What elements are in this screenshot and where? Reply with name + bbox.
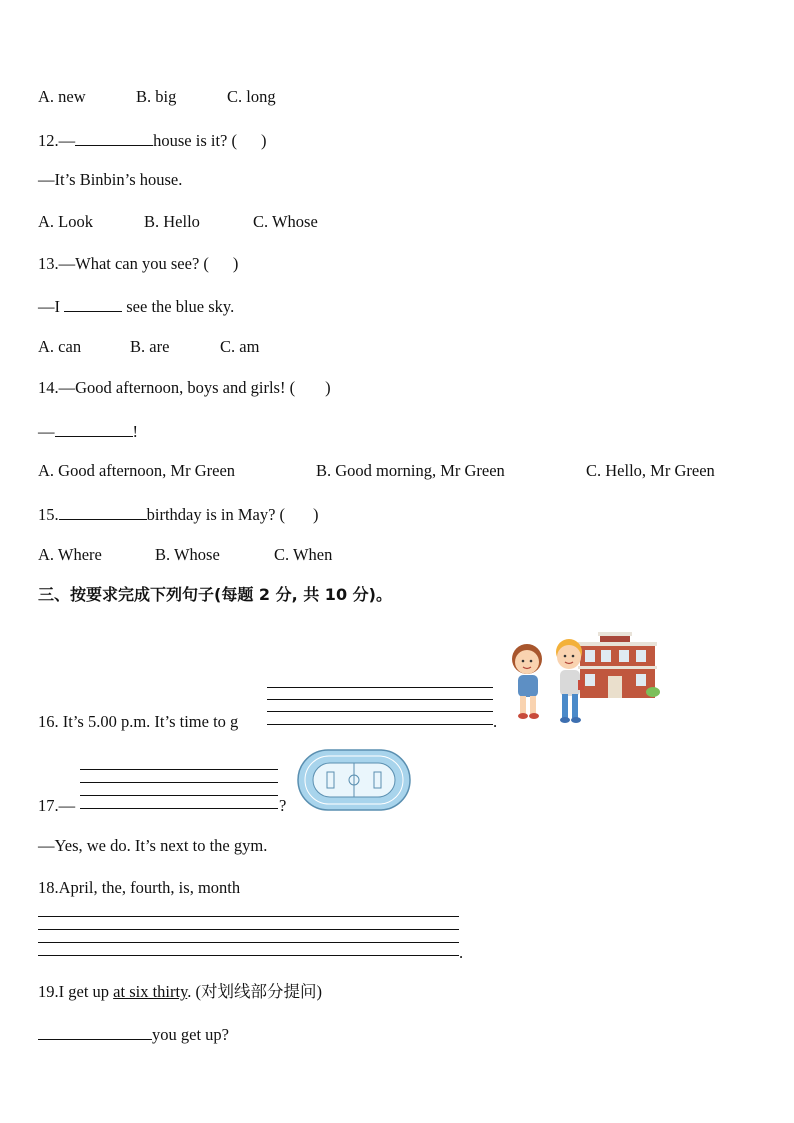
q12-number: 12. bbox=[38, 131, 59, 150]
q14-options bbox=[38, 461, 715, 481]
q13-answer-line bbox=[38, 295, 234, 317]
section-3-heading: 三、按要求完成下列句子(每题 2 分, 共 10 分)。 bbox=[38, 585, 392, 604]
q13-pre: —I bbox=[38, 297, 60, 316]
q17-writing-line-3[interactable] bbox=[80, 795, 278, 796]
q15-option-b[interactable]: B. Whose bbox=[155, 545, 220, 564]
q17-answer: —Yes, we do. It’s next to the gym. bbox=[38, 836, 268, 855]
q17-pre: 17.— bbox=[38, 796, 76, 815]
q16-writing-line-2[interactable] bbox=[267, 699, 493, 700]
q12-option-a[interactable]: A. Look bbox=[38, 212, 93, 231]
q18-prompt: 18.April, the, fourth, is, month bbox=[38, 878, 241, 897]
q19-blank[interactable] bbox=[38, 1023, 152, 1040]
q14-answer-line bbox=[38, 420, 138, 442]
q13-question bbox=[38, 254, 238, 274]
boy-icon bbox=[556, 639, 584, 723]
q17-writing-line-4[interactable] bbox=[80, 808, 278, 809]
q12-options bbox=[38, 212, 318, 232]
q13-text: 13.—What can you see? ( bbox=[38, 254, 209, 273]
q13-option-b[interactable]: B. are bbox=[130, 337, 170, 356]
q11-option-a[interactable]: A. new bbox=[38, 87, 86, 106]
q16-writing-line-1[interactable] bbox=[267, 687, 493, 688]
q14-paren-close: ) bbox=[325, 378, 331, 397]
q15-option-c[interactable]: C. When bbox=[274, 545, 333, 564]
q17-end: ? bbox=[279, 796, 287, 815]
q14-text: 14.—Good afternoon, boys and girls! ( bbox=[38, 378, 296, 397]
q18-writing-line-4[interactable] bbox=[38, 955, 459, 956]
q11-option-b[interactable]: B. big bbox=[136, 87, 177, 106]
q12-option-c[interactable]: C. Whose bbox=[253, 212, 318, 231]
q17-writing-line-1[interactable] bbox=[80, 769, 278, 770]
q13-option-c[interactable]: C. am bbox=[220, 337, 260, 356]
q17-writing-line-2[interactable] bbox=[80, 782, 278, 783]
q16-text: 16. It’s 5.00 p.m. It’s time to g bbox=[38, 712, 239, 731]
q18-writing-line-2[interactable] bbox=[38, 929, 459, 930]
q15-text: birthday is in May? ( bbox=[146, 505, 286, 524]
q13-text-after: see the blue sky. bbox=[126, 297, 235, 316]
q18-writing-line-1[interactable] bbox=[38, 916, 459, 917]
q15-option-a[interactable]: A. Where bbox=[38, 545, 102, 564]
q14-pre: — bbox=[38, 422, 55, 441]
q15-paren-close: ) bbox=[313, 505, 319, 524]
school-building-icon bbox=[578, 632, 660, 698]
playground-track-icon bbox=[297, 749, 411, 811]
q14-blank[interactable] bbox=[55, 420, 133, 437]
q16-writing-line-4[interactable] bbox=[267, 724, 493, 725]
q15-question bbox=[38, 503, 319, 525]
q14-option-a[interactable]: A. Good afternoon, Mr Green bbox=[38, 461, 236, 480]
q12-question bbox=[38, 129, 267, 151]
q12-option-b[interactable]: B. Hello bbox=[144, 212, 200, 231]
q19-post: . (对划线部分提问) bbox=[187, 982, 322, 1001]
q12-paren-close: ) bbox=[261, 131, 267, 150]
q13-options bbox=[38, 337, 259, 357]
q15-number: 15. bbox=[38, 505, 59, 524]
q13-blank[interactable] bbox=[64, 295, 122, 312]
q15-blank[interactable] bbox=[59, 503, 147, 520]
q16-writing-line-3[interactable] bbox=[267, 711, 493, 712]
q12-answer: —It’s Binbin’s house. bbox=[38, 170, 183, 189]
q11-options bbox=[38, 87, 276, 107]
q13-option-a[interactable]: A. can bbox=[38, 337, 82, 356]
q14-option-c[interactable]: C. Hello, Mr Green bbox=[586, 461, 715, 480]
q19-text-after: you get up? bbox=[152, 1025, 229, 1044]
q11-option-c[interactable]: C. long bbox=[227, 87, 276, 106]
q18-end: . bbox=[459, 943, 464, 962]
q16-end: . bbox=[493, 712, 498, 731]
kids-school-illustration bbox=[505, 630, 660, 728]
q18-writing-line-3[interactable] bbox=[38, 942, 459, 943]
q19-underlined-phrase: at six thirty bbox=[113, 982, 188, 1001]
q12-blank[interactable] bbox=[75, 129, 153, 146]
q14-question bbox=[38, 378, 331, 398]
q19-pre: 19.I get up bbox=[38, 982, 114, 1001]
q19-answer-line bbox=[38, 1023, 229, 1045]
q12-dash: — bbox=[58, 131, 76, 150]
q12-text: house is it? ( bbox=[153, 131, 237, 150]
q19-prompt bbox=[38, 982, 322, 1002]
q14-option-b[interactable]: B. Good morning, Mr Green bbox=[316, 461, 505, 480]
q13-paren-close: ) bbox=[232, 254, 239, 273]
girl-icon bbox=[512, 644, 542, 719]
q14-text-after: ! bbox=[132, 422, 138, 441]
q15-options bbox=[38, 545, 332, 565]
